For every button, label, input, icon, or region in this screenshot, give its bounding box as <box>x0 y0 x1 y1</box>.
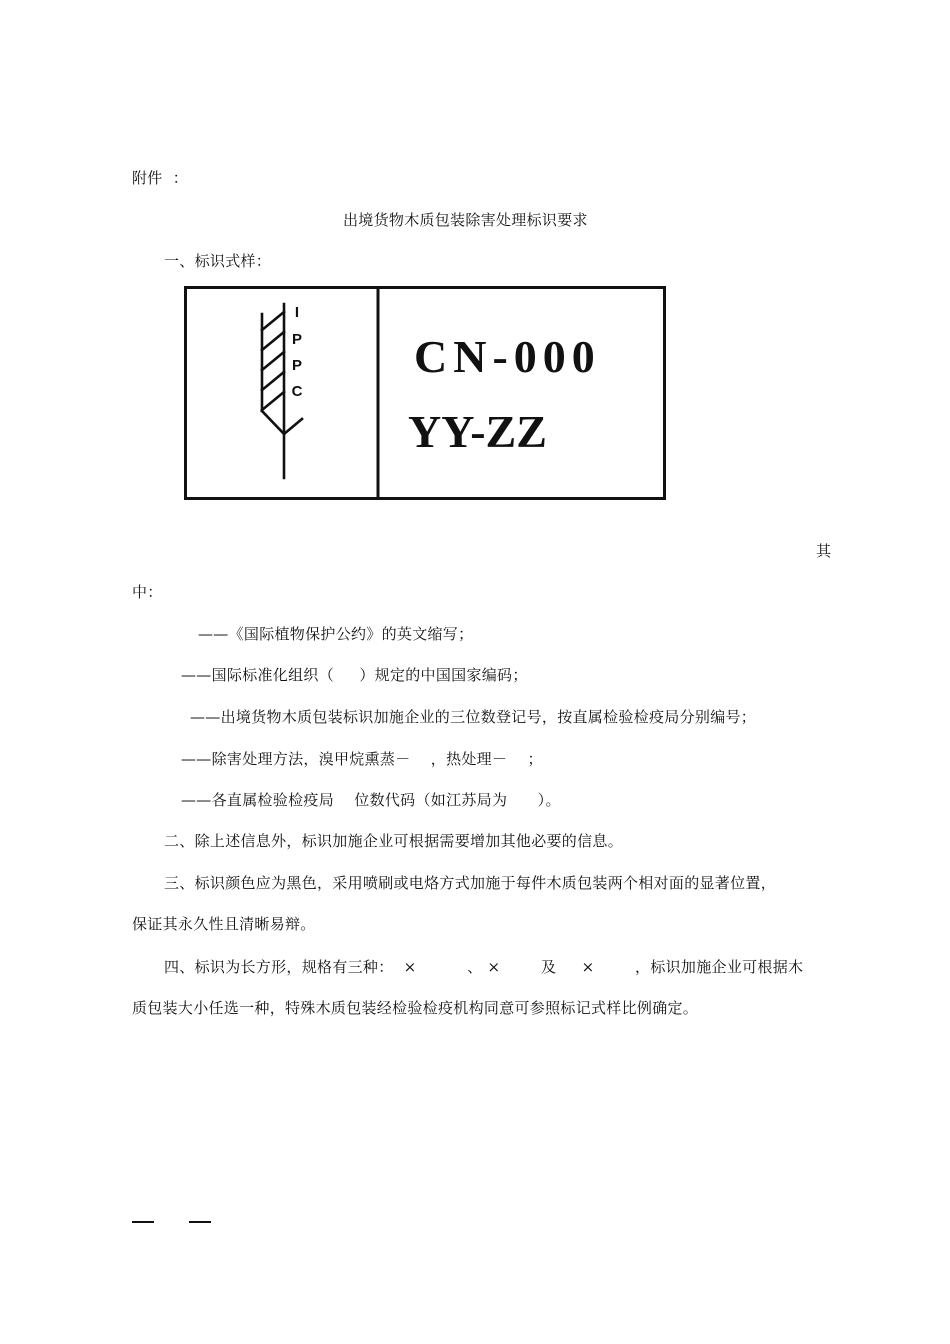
where-label-part-1: 其 <box>816 542 832 560</box>
document-title: 出境货物木质包装除害处理标识要求 <box>343 211 588 229</box>
section-1-heading: 一、标识式样： <box>164 252 272 270</box>
section-4-line-1: 四、标识为长方形，规格有三种： × 、 × 及 × ，标识加施企业可根据木 <box>164 958 804 976</box>
mark-code-line-2: YY-ZZ <box>408 406 547 457</box>
definition-treatment-method: ——除害处理方法，溴甲烷熏蒸－ ，热处理－ ； <box>181 750 543 768</box>
definition-country-code: ——国际标准化组织（ ）规定的中国国家编码； <box>181 666 528 684</box>
ippc-treatment-mark <box>184 286 666 500</box>
footer-dash-right <box>189 1221 211 1223</box>
definition-ippc: ——《国际植物保护公约》的英文缩写； <box>198 625 474 643</box>
where-label-part-2: 中： <box>132 583 163 601</box>
ippc-letter: P <box>291 357 303 374</box>
section-3-line-1: 三、标识颜色应为黑色，采用喷刷或电烙方式加施于每件木质包装两个相对面的显著位置， <box>164 874 777 892</box>
ippc-letter: P <box>291 331 303 348</box>
ippc-letter: I <box>294 304 300 321</box>
mark-code-line-1: CN-000 <box>414 331 601 382</box>
section-3-line-2: 保证其永久性且清晰易辩。 <box>132 915 316 933</box>
section-2: 二、除上述信息外，标识加施企业可根据需要增加其他必要的信息。 <box>164 832 624 850</box>
ippc-letter: C <box>291 383 303 400</box>
attachment-label: 附件 ： <box>132 169 189 187</box>
definition-enterprise-number: ——出境货物木质包装标识加施企业的三位数登记号，按直属检验检疫局分别编号； <box>190 708 757 726</box>
section-4-line-2: 质包装大小任选一种，特殊木质包装经检验检疫机构同意可参照标记式样比例确定。 <box>132 999 699 1017</box>
mark-outer-border <box>186 288 665 499</box>
footer-dash-left <box>132 1221 154 1223</box>
definition-bureau-code: ——各直属检验检疫局 位数代码（如江苏局为 ）。 <box>181 791 561 809</box>
